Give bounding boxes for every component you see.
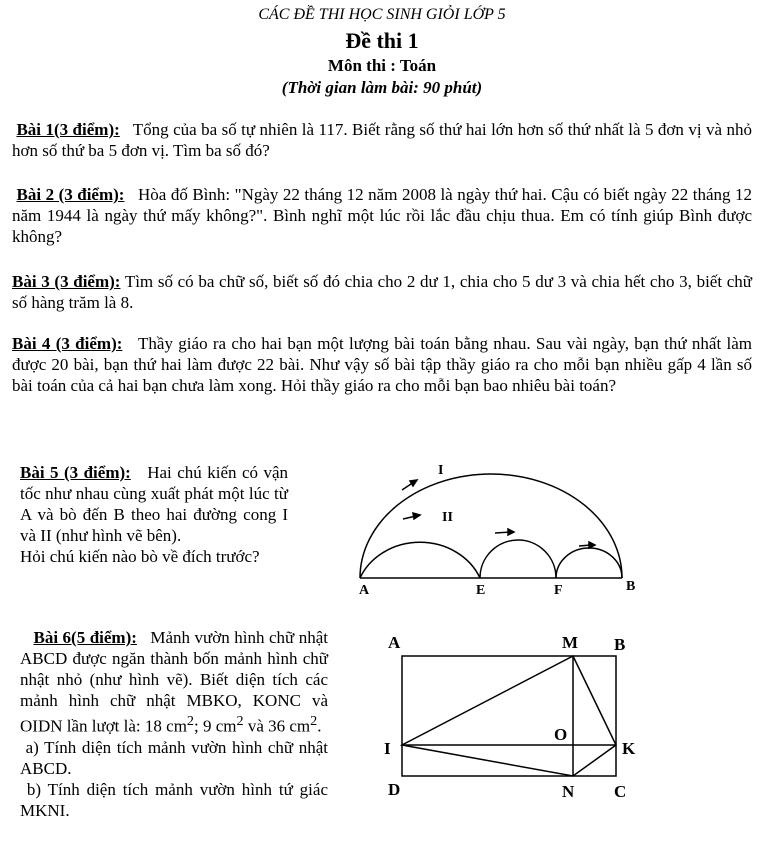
problem-6-text-c: và 36 cm (243, 716, 311, 736)
label-K: K (622, 739, 636, 758)
problem-6-sup-3: 2 (310, 713, 318, 729)
label-I: I (438, 463, 444, 478)
label-II: II (442, 510, 453, 525)
curve-II-arc-1 (360, 542, 480, 578)
problem-5-question: Hỏi chú kiến nào bò về đích trước? (20, 547, 260, 566)
label-B: B (626, 579, 636, 594)
problem-6-sup-1: 2 (186, 713, 194, 729)
problem-3-label: Bài 3 (3 điểm): (12, 272, 121, 291)
ant-paths-figure (350, 458, 650, 600)
problem-6-part-a: a) Tính diện tích mảnh vườn hình chữ nhật ABCD. (20, 737, 329, 778)
label-I: I (384, 739, 391, 758)
label-A: A (388, 633, 401, 652)
problem-5 (20, 462, 288, 567)
problem-6-sup-2: 2 (236, 713, 244, 729)
problem-4-text: Thầy giáo ra cho hai bạn một lượng bài toán bằng nhau. Sau vài ngày, bạn thứ nhất làm được 20 bài, bạn thứ hai làm được 22 bài. Như vậy số bài tập thầy giáo ra cho mỗi bạn nhiều gấp 4 lần số bài toán của cả hai bạn chưa làm xong. Hỏi thầy giáo ra cho mỗi bạn bao nhiêu bài toán? (12, 334, 752, 395)
label-M: M (562, 633, 579, 652)
problem-1-text: Tổng của ba số tự nhiên là 117. Biết rằng số thứ hai lớn hơn số thứ nhất là 5 đơn vị và nhỏ hơn số thứ ba 5 đơn vị. Tìm ba số đó? (12, 120, 753, 160)
problem-6-part-b: b) Tính diện tích mảnh vườn hình tứ giác MKNI. (20, 779, 329, 820)
problem-6-text-d: . (317, 716, 322, 736)
quadrilateral-MKNI (402, 656, 616, 776)
problem-6 (20, 627, 328, 821)
problem-6-label: Bài 6(5 điểm): (33, 628, 137, 647)
problem-3 (12, 271, 752, 313)
problem-3-text: Tìm số có ba chữ số, biết số đó chia cho 2 dư 1, chia cho 5 dư 3 và chia hết cho 3, biết chữ số hàng trăm là 8. (12, 272, 752, 312)
problem-4 (12, 333, 752, 396)
curve-II-arc-2 (480, 540, 556, 578)
problem-2-label: Bài 2 (3 điểm): (16, 185, 125, 204)
time-limit: (Thời gian làm bài: 90 phút) (281, 78, 483, 97)
label-E: E (476, 583, 486, 598)
label-F: F (554, 583, 563, 598)
problem-5-text: Hai chú kiến có vận tốc như nhau cùng xuất phát một lúc từ A và bò đến B theo hai đường cong I và II (như hình vẽ bên). (20, 463, 288, 545)
problem-1-label: Bài 1(3 điểm): (16, 120, 120, 139)
garden-rectangle-figure (378, 628, 658, 808)
problem-1 (12, 119, 752, 161)
label-C: C (614, 782, 627, 801)
label-B: B (614, 635, 626, 654)
exam-series-heading: CÁC ĐỀ THI HỌC SINH GIỎI LỚP 5 (258, 6, 506, 23)
label-A: A (359, 583, 370, 598)
subject-line: Môn thi : Toán (327, 56, 437, 75)
curve-I (360, 474, 622, 578)
label-D: D (388, 780, 401, 799)
label-O: O (554, 725, 568, 744)
exam-title: Đề thi 1 (345, 28, 419, 53)
rectangle-ABCD (402, 656, 616, 776)
label-N: N (562, 782, 575, 801)
problem-5-label: Bài 5 (3 điểm): (20, 463, 131, 482)
problem-4-label: Bài 4 (3 điểm): (12, 334, 123, 353)
direction-arrows (402, 480, 595, 548)
problem-2 (12, 184, 752, 247)
curve-II-arc-3 (556, 548, 622, 578)
problem-6-text-a: Mảnh vườn hình chữ nhật ABCD được ngăn thành bốn mảnh hình chữ nhật nhỏ (như hình vẽ). Biết diện tích các mảnh hình chữ nhật MBKO, KONC và OIDN lần lượt là: 18 cm (20, 628, 328, 736)
problem-2-text: Hòa đố Bình: "Ngày 22 tháng 12 năm 2008 là ngày thứ hai. Cậu có biết ngày 22 tháng 12 năm 1944 là ngày thứ mấy không?". Bình nghĩ một lúc rồi lắc đầu chịu thua. Em có tính giúp Bình được không? (12, 185, 753, 246)
problem-6-text-b: ; 9 cm (194, 716, 237, 736)
